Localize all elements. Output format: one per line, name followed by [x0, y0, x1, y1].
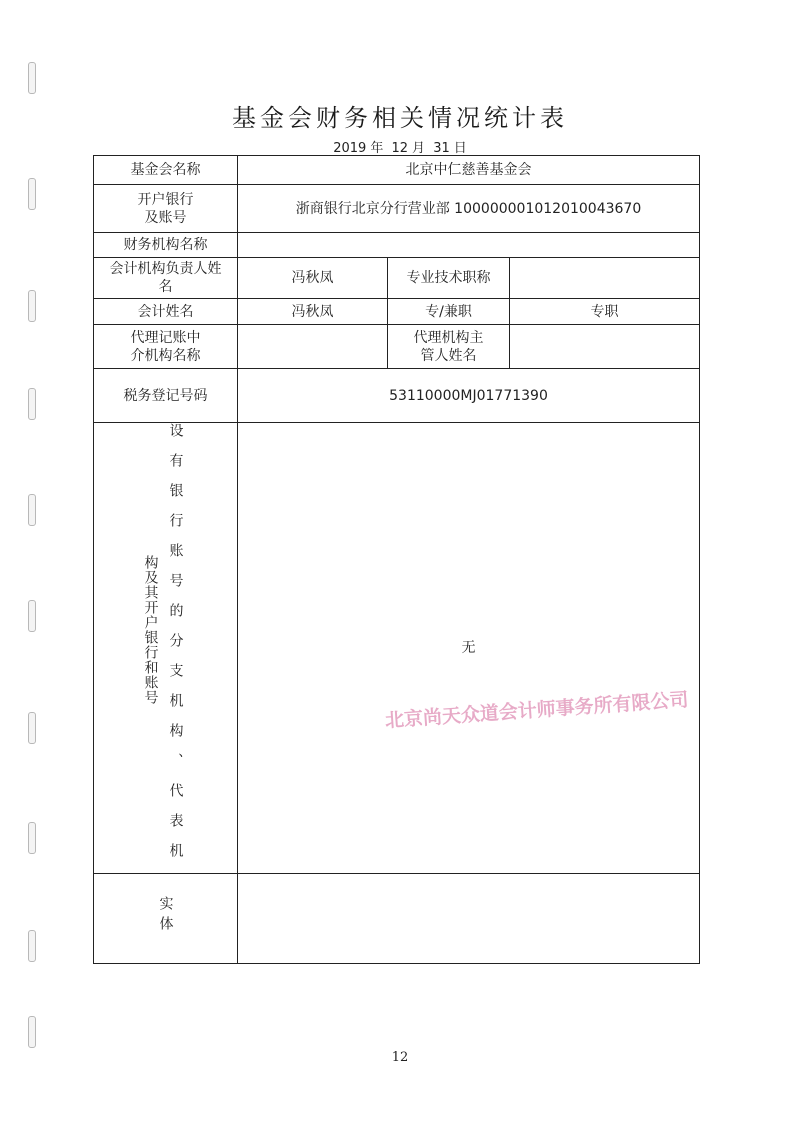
tax-registration-label: 税务登记号码 [94, 369, 238, 423]
binder-hole-mark [28, 822, 36, 854]
branch-label-col1: 设有银行账号的分支机构、代表机 [167, 423, 184, 873]
binder-hole-mark [28, 494, 36, 526]
professional-title-value [510, 258, 700, 299]
binder-hole-mark [28, 930, 36, 962]
date-day-unit: 日 [453, 141, 467, 156]
agent-head-label-line: 代理机构主 [413, 329, 484, 346]
foundation-name-label: 基金会名称 [94, 156, 238, 185]
agent-org-label-line: 代理记账中 [130, 329, 201, 346]
table-row [94, 299, 700, 325]
accounting-head-label-line: 会计机构负责人姓 [109, 261, 222, 277]
finance-org-label: 财务机构名称 [94, 233, 238, 258]
date-month-unit: 月 [412, 141, 426, 156]
agent-head-label [388, 325, 510, 369]
accountant-name-label: 会计姓名 [94, 299, 238, 325]
date-year-unit: 年 [370, 141, 384, 156]
branch-label-columns [98, 423, 233, 873]
table-row [94, 423, 700, 874]
table-row [94, 258, 700, 299]
agent-org-label-line: 介机构名称 [130, 347, 201, 364]
table-row [94, 325, 700, 369]
agent-org-value [238, 325, 388, 369]
date-month: 12 [391, 141, 409, 156]
table-row [94, 156, 700, 185]
bank-label-line: 开户银行 [137, 191, 194, 208]
entity-label [94, 874, 238, 964]
foundation-name-value: 北京中仁慈善基金会 [238, 156, 700, 185]
tax-registration-value: 53110000MJ01771390 [238, 369, 700, 423]
binder-hole-mark [28, 178, 36, 210]
bank-account-label [94, 185, 238, 233]
page-number: 12 [391, 1050, 409, 1065]
branch-info-value: 无 [238, 423, 700, 874]
bank-account-value: 浙商银行北京分行营业部 100000001012010043670 [238, 185, 700, 233]
table-row [94, 185, 700, 233]
agent-head-label-line: 管人姓名 [420, 347, 477, 364]
entity-label-text: 实体 [157, 896, 174, 936]
binder-hole-mark [28, 290, 36, 322]
report-date [0, 137, 800, 156]
accounting-head-value: 冯秋凤 [238, 258, 388, 299]
accounting-firm-stamp: 北京尚天众道会计师事务所有限公司 [384, 688, 690, 732]
agent-head-value [510, 325, 700, 369]
accounting-head-label-line: 名 [158, 279, 173, 295]
table-row [94, 369, 700, 423]
date-year: 2019 [333, 141, 367, 156]
table-row [94, 874, 700, 964]
accountant-name-value: 冯秋凤 [238, 299, 388, 325]
agent-org-label [94, 325, 238, 369]
table-row [94, 233, 700, 258]
professional-title-label: 专业技术职称 [388, 258, 510, 299]
binder-hole-mark [28, 388, 36, 420]
date-day: 31 [433, 141, 450, 156]
branch-label-col2: 构及其开户银行和账号 [142, 555, 159, 705]
accounting-head-label [94, 258, 238, 299]
binder-hole-mark [28, 712, 36, 744]
finance-org-value [238, 233, 700, 258]
entity-value [238, 874, 700, 964]
bank-label-line: 及账号 [144, 209, 187, 226]
branch-info-label [94, 423, 238, 874]
fulltime-parttime-label: 专/兼职 [388, 299, 510, 325]
binder-hole-mark [28, 1016, 36, 1048]
finance-statistics-table [93, 155, 700, 964]
binder-hole-mark [28, 62, 36, 94]
fulltime-parttime-value: 专职 [510, 299, 700, 325]
binder-hole-mark [28, 600, 36, 632]
document-title: 基金会财务相关情况统计表 [232, 104, 568, 132]
